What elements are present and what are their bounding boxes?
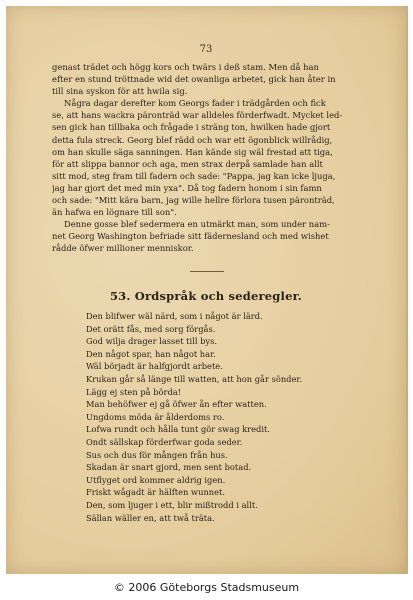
proverb-line: Sällan wäller en, att twå träta.	[86, 512, 215, 523]
proverb-line: Man behöfwer ej gå öfwer ån efter watten.	[86, 399, 267, 410]
text-line: sitt mod, steg fram till fadern och sade: "Pappa, jag kan icke ljuga,	[52, 170, 336, 181]
proverb-line: God wilja drager lasset till bys.	[86, 336, 218, 347]
paragraph-1	[52, 61, 372, 97]
proverb-line: Wäl börjadt är halfgjordt arbete.	[86, 361, 223, 372]
proverb-line: Det orätt fås, med sorg förgås.	[86, 323, 216, 334]
text-line: rådde öfwer millioner menniskor.	[52, 243, 194, 254]
copyright-caption: © 2006 Göteborgs Stadsmuseum	[113, 581, 300, 594]
text-line: om han skulle säga sanningen. Han kände sig wäl frestad att tiga,	[52, 146, 333, 157]
proverb-line: Den, som ljuger i ett, blir mißtrodd i allt.	[86, 499, 258, 510]
proverb-line: Den något spar, han något har.	[86, 348, 216, 359]
proverb-line: Ungdoms möda är ålderdoms ro.	[86, 411, 225, 422]
proverb-line: Den blifwer wäl närd, som i något är lärd.	[86, 311, 263, 321]
text-line: genast trädet och högg kors och twärs i deß stam. Men då han	[52, 62, 319, 72]
section-divider	[190, 271, 224, 272]
proverb-line: Friskt wågadt är hälften wunnet.	[86, 487, 226, 498]
text-line: net Georg Washington befriade sitt fädernesland och med wishet	[52, 231, 329, 242]
proverb-line: Ondt sällskap förderfwar goda seder.	[86, 436, 243, 447]
proverb-line: Utflyget ord kommer aldrig igen.	[86, 474, 226, 485]
text-line: och sade: "Mitt kära barn, jag wille hellre förlora tusen päronträd,	[52, 195, 335, 206]
proverb-list	[86, 310, 346, 524]
proverb-line: Krukan går så länge till watten, att hon går sönder.	[86, 373, 303, 384]
text-line: för att slippa bannor och aga, men strax derpå samlade han allt	[52, 158, 323, 169]
text-line: Denne gosse blef sedermera en utmärkt man, som under nam-	[64, 219, 330, 230]
page-number: 73	[199, 44, 213, 55]
paragraph-3	[52, 218, 372, 254]
book-page	[6, 6, 408, 574]
section-heading: 53. Ordspråk och sederegler.	[109, 289, 303, 303]
text-line: till sina syskon för att hwila sig.	[52, 86, 188, 97]
proverb-line: Lofwa rundt och hålla tunt gör swag kredit.	[86, 424, 270, 435]
proverb-line: Sus och dus för mången från hus.	[86, 449, 228, 460]
text-line: än hafwa en lögnare till son".	[52, 207, 177, 218]
proverb-line: Skadan är snart gjord, men sent botad.	[86, 462, 252, 473]
proverb-line: Lägg ej sten på börda!	[86, 386, 182, 397]
text-line: detta fula streck. Georg blef rädd och war ett ögonblick willrådig,	[52, 134, 333, 145]
text-line: sen gick han tillbaka och frågade i sträng ton, hwilken hade gjort	[52, 122, 331, 133]
text-line: efter en stund tröttnade wid det owanliga arbetet, gick han åter in	[52, 74, 336, 85]
paragraph-2	[52, 97, 372, 218]
story-text	[52, 61, 372, 255]
text-line: se, att hans wackra päronträd war alldeles förderfwadt. Mycket led-	[52, 110, 343, 121]
text-line: jag har gjort det med min yxa". Då tog fadern honom i sin famn	[52, 182, 322, 193]
text-line: Några dagar derefter kom Georgs fader i trädgården och fick	[64, 98, 326, 109]
